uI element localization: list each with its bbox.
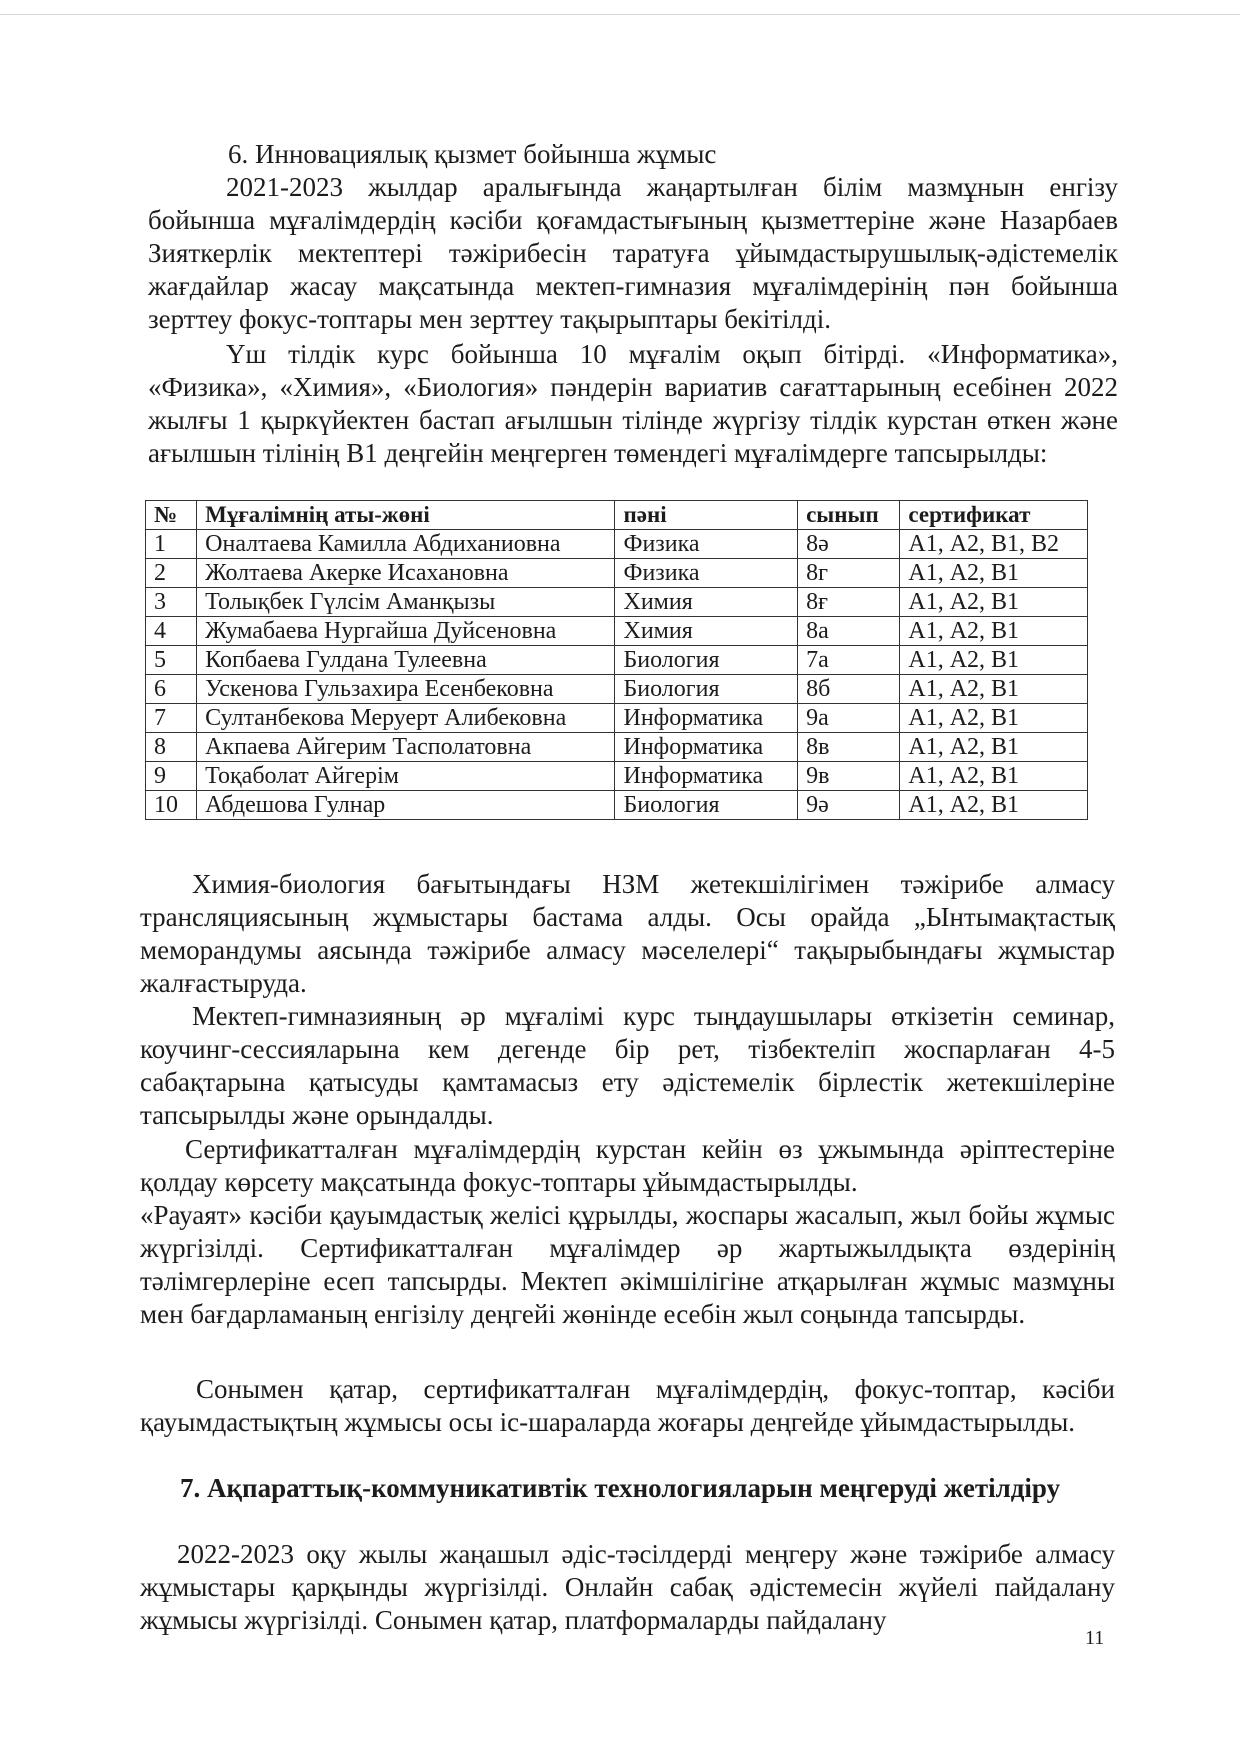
- cell-name: Толықбек Гүлсім Аманқызы: [197, 588, 615, 617]
- cell-name: Акпаева Айгерим Тасполатовна: [197, 733, 615, 762]
- table-row: [146, 791, 1088, 820]
- cell-name: Жолтаева Акерке Исахановна: [197, 559, 615, 588]
- table-row: [146, 762, 1088, 791]
- cell-subject: Биология: [615, 675, 798, 704]
- table-row: [146, 646, 1088, 675]
- cell-certificate: А1, А2, В1: [900, 646, 1088, 675]
- cell-number: 2: [146, 559, 197, 588]
- cell-subject: Информатика: [615, 762, 798, 791]
- cell-certificate: А1, А2, В1, В2: [900, 530, 1088, 559]
- cell-number: 4: [146, 617, 197, 646]
- cell-class: 7а: [798, 646, 900, 675]
- cell-name: Оналтаева Камилла Абдиханиовна: [197, 530, 615, 559]
- cell-certificate: А1, А2, В1: [900, 733, 1088, 762]
- cell-number: 6: [146, 675, 197, 704]
- table-row: [146, 588, 1088, 617]
- cell-number: 10: [146, 791, 197, 820]
- table-row: [146, 704, 1088, 733]
- table-row: [146, 733, 1088, 762]
- cell-subject: Информатика: [615, 704, 798, 733]
- table-row: [146, 530, 1088, 559]
- section-7-title: 7. Ақпараттық-коммуникативтік технологияларын меңгеруді жетілдіру: [180, 1473, 1061, 1503]
- cell-certificate: А1, А2, В1: [900, 704, 1088, 733]
- cell-class: 8б: [798, 675, 900, 704]
- cell-certificate: А1, А2, В1: [900, 791, 1088, 820]
- cell-certificate: А1, А2, В1: [900, 559, 1088, 588]
- cell-number: 1: [146, 530, 197, 559]
- cell-class: 8ғ: [798, 588, 900, 617]
- cell-certificate: А1, А2, В1: [900, 762, 1088, 791]
- cell-subject: Химия: [615, 588, 798, 617]
- body-paragraph-4: Мектеп-гимназияның әр мұғалімі курс тыңдаушылары өткізетін семинар, коучинг-сессияларына кем дегенде бір рет, тізбектеліп жоспарлаған 4-5 сабақтарына қатысуды қамтамасыз ету әдістемелік бірлестік жетекшілеріне тапсырылды және орындалды.: [140, 1001, 1115, 1130]
- section-6-paragraph-2: Үш тілдік курс бойынша 10 мұғалім оқып бітірді. «Информатика», «Физика», «Химия», «Биология» пәндерін вариатив сағаттарының есебінен 2022 жылғы 1 қыркүйектен бастап ағылшын тілінде жүргізу тілдік курстан өткен және ағылшын тілінің В1 деңгейін меңгерген төмендегі мұғалімдерге тапсырылды:: [148, 339, 1118, 468]
- table-row: [146, 675, 1088, 704]
- page-number: 11: [1085, 1627, 1105, 1649]
- col-header-class: сынып: [798, 501, 900, 530]
- scan-edge-line: [0, 14, 1240, 15]
- cell-class: 8ә: [798, 530, 900, 559]
- cell-certificate: А1, А2, В1: [900, 617, 1088, 646]
- cell-name: Султанбекова Меруерт Алибековна: [197, 704, 615, 733]
- teachers-table: [145, 500, 1088, 820]
- cell-subject: Информатика: [615, 733, 798, 762]
- col-header-name: Мұғалімнің аты-жөні: [197, 501, 615, 530]
- cell-number: 7: [146, 704, 197, 733]
- col-header-subject: пәні: [615, 501, 798, 530]
- cell-number: 3: [146, 588, 197, 617]
- cell-name: Ускенова Гульзахира Есенбековна: [197, 675, 615, 704]
- body-paragraph-3: Химия-биология бағытындағы НЗМ жетекшілігімен тәжірибе алмасу трансляциясының жұмыстары бастама алды. Осы орайда „Ынтымақтастық меморандумы аясында тәжірибе алмасу мәселелері“ тақырыбындағы жұмыстар жалғастыруда.: [140, 869, 1115, 998]
- cell-class: 8г: [798, 559, 900, 588]
- table-header-row: [146, 501, 1088, 530]
- section-6-paragraph-1: 2021-2023 жылдар аралығында жаңартылған білім мазмұнын енгізу бойынша мұғалімдердің кәсіби қоғамдастығының қызметтеріне және Назарбаев Зияткерлік мектептері тәжірибесін таратуға ұйымдастырушылық-әдістемелік жағдайлар жасау мақсатында мектеп-гимназия мұғалімдерінің пән бойынша зерттеу фокус-топтары мен зерттеу тақырыптары бекітілді.: [148, 172, 1118, 334]
- cell-certificate: А1, А2, В1: [900, 675, 1088, 704]
- cell-name: Тоқаболат Айгерім: [197, 762, 615, 791]
- cell-certificate: А1, А2, В1: [900, 588, 1088, 617]
- section-6-title: 6. Инновациялық қызмет бойынша жұмыс: [228, 139, 717, 169]
- col-header-certificate: сертификат: [900, 501, 1088, 530]
- cell-name: Абдешова Гулнар: [197, 791, 615, 820]
- cell-class: 9а: [798, 704, 900, 733]
- cell-class: 9ә: [798, 791, 900, 820]
- cell-subject: Физика: [615, 530, 798, 559]
- cell-number: 9: [146, 762, 197, 791]
- cell-subject: Химия: [615, 617, 798, 646]
- cell-class: 9в: [798, 762, 900, 791]
- cell-subject: Биология: [615, 646, 798, 675]
- cell-number: 8: [146, 733, 197, 762]
- body-paragraph-5: Сертификатталған мұғалімдердің курстан кейін өз ұжымында әріптестеріне қолдау көрсету мақсатында фокус-топтары ұйымдастырылды.: [140, 1134, 1115, 1197]
- cell-subject: Биология: [615, 791, 798, 820]
- cell-name: Копбаева Гулдана Тулеевна: [197, 646, 615, 675]
- body-paragraph-7: Сонымен қатар, сертификатталған мұғалімдердің, фокус-топтар, кәсіби қауымдастықтың жұмысы осы іс-шараларда жоғары деңгейде ұйымдастырылды.: [140, 1374, 1115, 1437]
- cell-class: 8в: [798, 733, 900, 762]
- cell-number: 5: [146, 646, 197, 675]
- body-paragraph-6: «Рауаят» кәсіби қауымдастық желісі құрылды, жоспары жасалып, жыл бойы жұмыс жүргізілді. Сертификатталған мұғалімдер әр жартыжылдықта өздерінің тәлімгерлеріне есеп тапсырды. Мектеп әкімшілігіне атқарылған жұмыс мазмұны мен бағдарламаның енгізілу деңгейі жөнінде есебін жыл соңында тапсырды.: [140, 1200, 1115, 1329]
- cell-subject: Физика: [615, 559, 798, 588]
- col-header-number: №: [146, 501, 197, 530]
- section-7-paragraph-1: 2022-2023 оқу жылы жаңашыл әдіс-тәсілдерді меңгеру және тәжірибе алмасу жұмыстары қарқынды жүргізілді. Онлайн сабақ әдістемесін жүйелі пайдалану жұмысы жүргізілді. Сонымен қатар, платформаларды пайдалану: [140, 1539, 1115, 1635]
- cell-class: 8а: [798, 617, 900, 646]
- cell-name: Жумабаева Нургайша Дуйсеновна: [197, 617, 615, 646]
- table-row: [146, 617, 1088, 646]
- table-row: [146, 559, 1088, 588]
